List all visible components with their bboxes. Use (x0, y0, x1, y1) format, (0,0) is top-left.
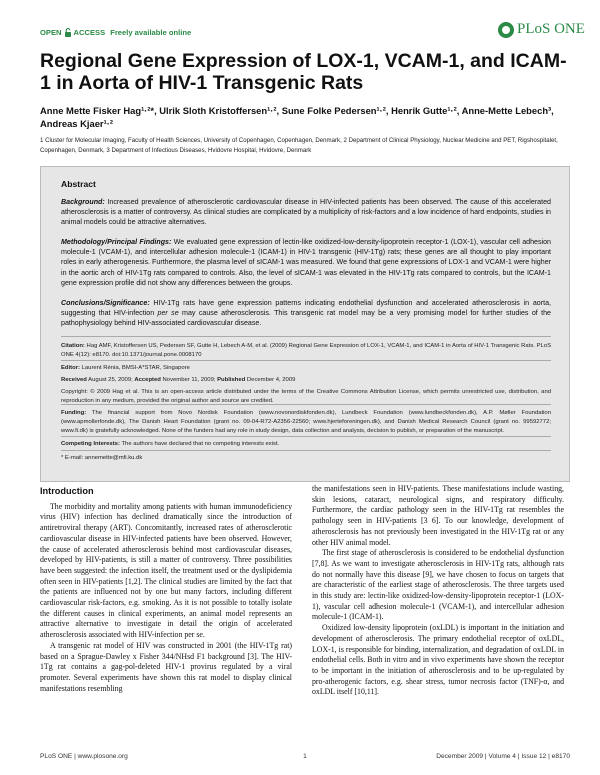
body-column-left (40, 484, 292, 694)
meta-divider (61, 360, 551, 361)
abstract-divider (61, 336, 551, 337)
background-label: Background: (61, 198, 105, 206)
page-footer (40, 753, 570, 760)
footer-issue-info: December 2009 | Volume 4 | Issue 12 | e8170 (436, 753, 570, 760)
conclusions-emphasis: per se (157, 309, 179, 318)
accepted-date: November 11, 2009; (160, 377, 218, 383)
plos-logo-icon (498, 22, 514, 38)
published-label: Published (217, 377, 246, 383)
page-number: 1 (303, 753, 307, 760)
copyright: Copyright: © 2009 Hag et al. This is an open-access article distributed under the terms of the Creative Commons Attribution License, which permits unrestricted use, distribution, and reproduction in any medium, provided the original author and source are credited. (61, 389, 551, 404)
editor-label: Editor: (61, 365, 80, 371)
open-label: OPEN (40, 28, 62, 37)
body-column-right (312, 484, 564, 698)
body-paragraph: The morbidity and mortality among patients with human immunodeficiency virus (HIV) infection has declined dramatically since the introduction of antiretroviral therapy (ART). Concomitantly, increased rates of atherosclerotic cardiovascular disease in HIV-infected patients have been observed. However, the cause of accelerated atherosclerosis behind most cardiovascular diseases, developed by HIV-patients, is still a matter of controversy. Three possibilities have been suggested: the infection itself, the treatment used or the dyslipidemia often seen in HIV-patients [1,2]. The clinical studies are limited by the fact that the patients are influenced not by one but many factors, including different cardiovascular risk-factors, e.g. smoking. As it is not possible to totally isolate the different causes in clinical experiments, an animal model represents an attractive alternative to investigate in detail the origin of accelerated atherosclerosis associated with HIV-infection per se. (40, 501, 292, 640)
published-date: December 4, 2009 (245, 377, 296, 383)
editor (61, 364, 551, 373)
abstract-heading: Abstract (61, 179, 96, 189)
accepted-label: Accepted (134, 377, 161, 383)
journal-logo[interactable] (498, 21, 585, 38)
conclusions-label: Conclusions/Significance: (61, 299, 150, 307)
background-text: Increased prevalence of atherosclerotic cardiovascular disease in HIV-infected patients has been observed. The cause of this accelerated atherosclerosis is a matter of controversy. As clinical studies are complicated by a multiplicity of risk-factors and a low incidence of hard endpoints, studies in animal models could be attractive alternatives. (61, 198, 551, 227)
author-list: Anne Mette Fisker Hag¹·²*, Ulrik Sloth Kristoffersen¹·², Sune Folke Pedersen¹·², Henrik Gutte¹·², Anne-Mette Lebech³, Andreas Kjaer¹·² (40, 105, 554, 129)
corresponding-email[interactable]: * E-mail: annemette@mfi.ku.dk (61, 455, 143, 461)
funding-text: The financial support from Novo Nordisk Foundation (www.novonordiskfonden.dk), Lundbeck Foundation (www.lundbeckfonden.dk), A.P. Møller Foundation (www.apmollerfonde.dk), The Danish Heart Foundation (grant no. 09-04-R72-A2356-22560; www.hjerteforeningen.dk), and Danish Medical Research Council (grant no. 99592772; www.fi.dk) is gratefully acknowledged. None of the funders had any role in study design, data collection and analysis, decision to publish, or preparation of the manuscript. (61, 410, 551, 434)
journal-logo-text: PLoS ONE (517, 21, 585, 37)
body-paragraph: The first stage of atherosclerosis is considered to be endothelial dysfunction [7,8]. As we want to investigate atherosclerosis in HIV-1Tg rats, although rats do not normally have this disease [9], we have chosen to focus on targets that are characteristic of the earliest stage of atherosclerosis. The three targets used in this study are: lectin-like oxidized-low-density-lipoprotein receptor-1 (LOX-1), vascular cell adhesion molecule-1 (VCAM-1), and intercellular adhesion molecule-1 (ICAM-1). (312, 548, 564, 622)
dates (61, 376, 551, 385)
funding (61, 409, 551, 435)
meta-divider (61, 404, 551, 405)
methods-label: Methodology/Principal Findings: (61, 238, 172, 246)
affiliations: 1 Cluster for Molecular Imaging, Faculty of Health Sciences, University of Copenhagen, Copenhagen, Denmark, 2 Department of Clinical Physiology, Nuclear Medicine and PET, Rigshospitalet, Copenhagen, Denmark, 3 Department of Infectious Diseases, Hvidovre Hospital, Hvidovre, Denmark (40, 137, 558, 154)
received-label: Received (61, 377, 87, 383)
competing-label: Competing Interests: (61, 441, 120, 447)
editor-text: Laurent Rénia, BMSI-A*STAR, Singapore (79, 365, 190, 371)
methods-text: We evaluated gene expression of lectin-like oxidized-low-density-lipoprotein receptor-1 (LOX-1), vascular cell adhesion molecule-1 (VCAM-1), and intercellular adhesion molecule-1 (ICAM-1) in HIV-1 transgenic (HIV-1Tg) rats; these genes are all thought to play important roles in early atherogenesis. Furthermore, the plasma level of sICAM-1 was measured. We found that gene expressions of LOX-1 and VCAM-1 were higher in the aortic arch of HIV-1Tg rats compared to controls. Also, the level of sICAM-1 was elevated in the HIV-1Tg rats compared to controls, but the ICAM-1 gene expression profile did not show any differences between the groups. (61, 238, 552, 287)
footer-journal-url[interactable]: PLoS ONE | www.plosone.org (40, 753, 128, 760)
article-title: Regional Gene Expression of LOX-1, VCAM-1, and ICAM-1 in Aorta of HIV-1 Transgenic Rats (40, 50, 567, 94)
body-paragraph: A transgenic rat model of HIV was constructed in 2001 (the HIV-1Tg rat) based on a Sprague-Dawley x Fisher 344/NHsd F1 background [3]. The HIV-1Tg rat contains a gag-pol-deleted HIV-1 provirus regulated by a viral promoter. Several experiments have shown this rat model to display clinical manifestations resembling (40, 640, 292, 693)
received-date: August 25, 2009; (86, 377, 135, 383)
access-label: ACCESS (73, 28, 106, 37)
abstract-methods (61, 237, 551, 288)
competing-text: The authors have declared that no competing interests exist. (119, 441, 280, 447)
body-paragraph: Oxidized low-density lipoprotein (oxLDL) is important in the initiation and development of atherosclerosis. The primary endothelial receptor of oxLDL, LOX-1, is responsible for binding, internalization, and degradation of oxLDL in endothelial cells. Both in vitro and in vivo experiments have shown the receptor to be important in the initiation of atherosclerosis and to be up-regulated by pro-atherogenic factors, e.g. shear stress, tumor necrosis factor (TNF)-α, and oxLDL itself [10,11]. (312, 623, 564, 697)
section-title-introduction: Introduction (40, 486, 94, 496)
body-paragraph: the manifestations seen in HIV-patients. These manifestations include wasting, skin lesions, cataract, neurological signs, and respiratory difficulty. Furthermore, the cardiac pathology seen in the HIV-1Tg rat resembles the pathology seen in HIV-patients [3 6]. To our knowledge, development of atherosclerosis has not previously been investigated in the HIV-1Tg rat or any other HIV animal model. (312, 484, 564, 547)
meta-divider (61, 450, 551, 451)
abstract-conclusions (61, 298, 551, 329)
freely-available-label: Freely available online (110, 28, 192, 37)
abstract-background (61, 197, 551, 228)
open-access-lock-icon (64, 28, 72, 37)
open-access-banner (40, 28, 191, 37)
abstract-box (40, 166, 570, 482)
conclusions-text-b: may cause atherosclerosis. This transgenic rat model may be a very promising model for further studies of the pathophysiology behind HIV-associated cardiovascular disease. (61, 309, 551, 328)
citation (61, 342, 551, 360)
citation-text: Hag AMF, Kristoffersen US, Pedersen SF, Gutte H, Lebech A-M, et al. (2009) Regional Gene Expression of LOX-1, VCAM-1, and ICAM-1 in Aorta of HIV-1 Transgenic Rats. PLoS ONE 4(12): e8170. doi:10.1371/journal.pone.0008170 (61, 343, 551, 358)
competing-interests (61, 440, 551, 449)
citation-label: Citation: (61, 343, 85, 349)
conclusions-text-a: HIV-1Tg rats have gene expression patterns indicating endothelial dysfunction and accelerated atherosclerosis in aorta, suggesting that HIV-infection (61, 299, 551, 318)
meta-divider (61, 436, 551, 437)
funding-label: Funding: (61, 410, 87, 416)
